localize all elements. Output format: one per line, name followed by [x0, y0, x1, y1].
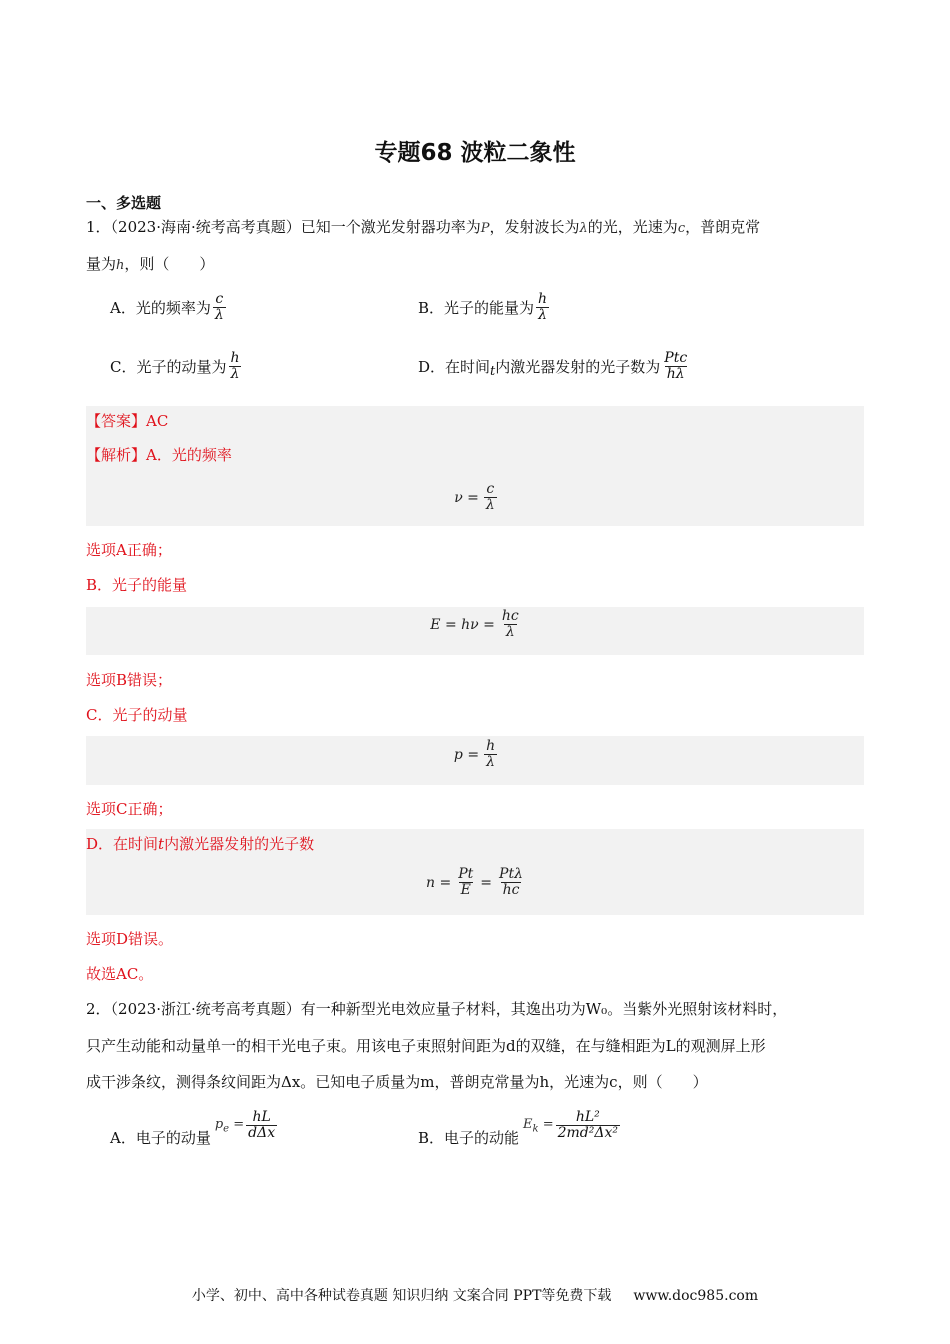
- result-c: 选项C正确；: [86, 800, 173, 818]
- fraction: $\frac{\text{Ptc}}{h\lambda}$: [664, 350, 688, 382]
- question-number: 1．: [86, 218, 111, 236]
- question-1-stem-line2: 量为h，则（ ）: [86, 255, 215, 273]
- equation-frequency: ν = $\frac{c}{\lambda}$: [454, 481, 495, 513]
- question-2-stem-line3: 成干涉条纹，测得条纹间距为Δx。已知电子质量为m，普朗克常量为h，光速为c，则（ ）: [86, 1073, 708, 1091]
- page-footer: [0, 1285, 950, 1305]
- analysis-line: 【解析】A．光的频率: [86, 446, 232, 464]
- result-d: 选项D错误。: [86, 930, 174, 948]
- fraction: $\frac{\text{hL²}}{\text{2md²Δx²}}$: [557, 1109, 618, 1141]
- answer-label: 【答案】AC: [86, 412, 169, 430]
- heading-c: C．光子的动量: [86, 706, 188, 724]
- section-heading: 一、多选题: [86, 194, 162, 212]
- conclusion: 故选AC。: [86, 965, 154, 983]
- option-b[interactable]: B．电子的动能 $E_k$ = $\frac{\text{hL²}}{\text{2md²Δx²}}$: [418, 1109, 618, 1147]
- fraction: $\frac{h}{\lambda}$: [230, 350, 240, 382]
- fraction: $\frac{h}{\lambda}$: [538, 291, 548, 323]
- result-a: 选项A正确；: [86, 541, 172, 559]
- heading-d: D．在时间t内激光器发射的光子数: [86, 835, 315, 853]
- question-2-stem-line2: 只产生动能和动量单一的相干光电子束。用该电子束照射间距为d的双缝，在与缝相距为L的观测屏上形: [86, 1037, 766, 1055]
- footer-text: 小学、初中、高中各种试卷真题 知识归纳 文案合同 PPT等免费下载: [191, 1288, 612, 1304]
- fraction: $\frac{hL}{\text{dΔx}}$: [248, 1109, 276, 1141]
- equation-photon-count: n = $\frac{Pt}{E}$ = $\frac{\text{Ptλ}}{hc}$: [426, 866, 523, 898]
- option-a[interactable]: A．光的频率为 $\frac{c}{\lambda}$: [110, 291, 224, 323]
- question-2-stem: 2．（2023·浙江·统考高考真题）有一种新型光电效应量子材料，其逸出功为W₀。当紫外光照射该材料时，: [86, 1000, 788, 1018]
- footer-link[interactable]: www.doc985.com: [633, 1288, 759, 1304]
- option-d[interactable]: D．在时间 t 内激光器发射的光子数为 $\frac{\text{Ptc}}{h\lambda}$: [418, 350, 688, 382]
- equation-momentum: p = $\frac{h}{\lambda}$: [453, 738, 496, 770]
- question-source: （2023·海南·统考高考真题）: [110, 218, 301, 236]
- equation-energy: E = hν = $\frac{hc}{\lambda}$: [430, 608, 519, 640]
- option-c[interactable]: C．光子的动量为 $\frac{h}{\lambda}$: [110, 350, 240, 382]
- heading-b: B．光子的能量: [86, 576, 188, 594]
- question-1-stem: 1．（2023·海南·统考高考真题）已知一个激光发射器功率为P，发射波长为λ的光，光速为c，普朗克常: [86, 218, 761, 236]
- page-title: 专题68 波粒二象性: [374, 140, 576, 166]
- fraction: $\frac{c}{\lambda}$: [214, 291, 224, 323]
- option-b[interactable]: B．光子的能量为 $\frac{h}{\lambda}$: [418, 291, 548, 323]
- result-b: 选项B错误；: [86, 671, 173, 689]
- option-a[interactable]: A．电子的动量 $p_e$ = $\frac{hL}{\text{dΔx}}$: [110, 1109, 276, 1147]
